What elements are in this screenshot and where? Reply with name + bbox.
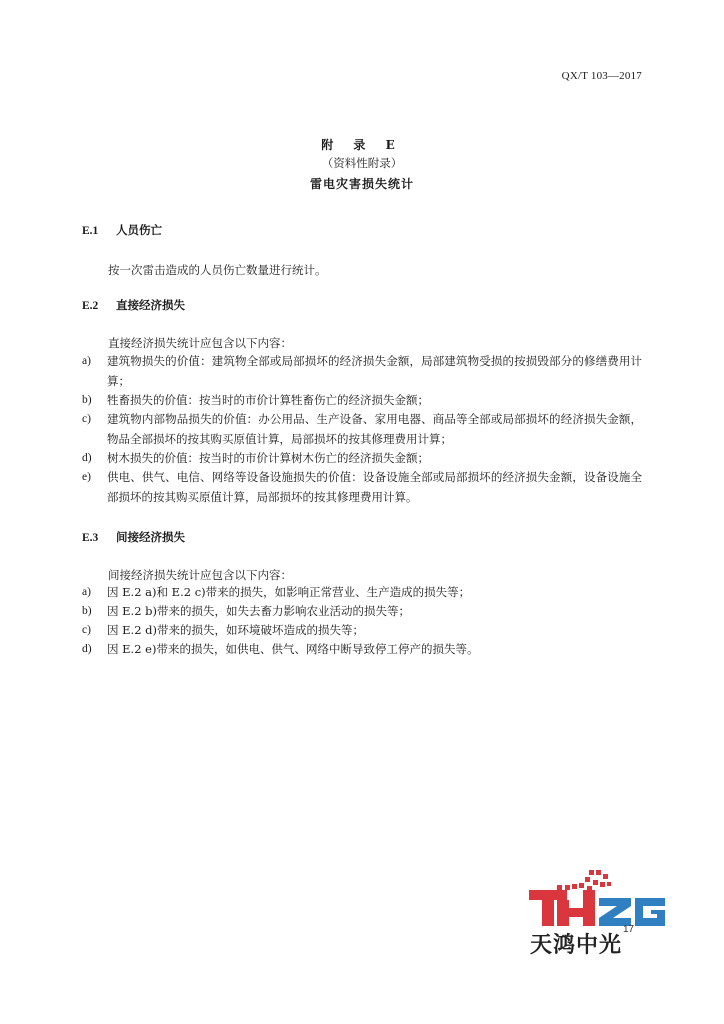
list-item [82, 449, 642, 469]
annex-kind: （资料性附录） [321, 156, 403, 170]
section-title: 间接经济损失 [116, 530, 185, 544]
list-item-label: b) [82, 394, 92, 406]
list-item [82, 621, 642, 641]
paragraph-e2-intro: 直接经济损失统计应包含以下内容： [108, 336, 292, 350]
list-item-text: 因 E.2 a)和 E.2 c)带来的损失，如影响正常营业、生产造成的损失等； [107, 585, 471, 599]
list-item-label: d) [82, 643, 92, 655]
list-item-text: 建筑物损失的价值：建筑物全部或局部损坏的经济损失金额，局部建筑物受损的按损毁部分的修缮费用计算； [107, 354, 642, 388]
page-number: 17 [623, 924, 635, 935]
list-item-label: c) [82, 413, 91, 425]
watermark-brand-name: 天鸿中光 [530, 933, 623, 958]
annex-name: 雷电灾害损失统计 [309, 177, 414, 191]
list-item-label: a) [82, 586, 91, 598]
list-item-text: 牲畜损失的价值：按当时的市价计算牲畜伤亡的经济损失金额； [107, 393, 429, 407]
list-item [82, 352, 642, 391]
list-item [82, 391, 642, 411]
annex-title: 附 录 E [321, 138, 403, 152]
list-item-text: 因 E.2 b)带来的损失，如失去畜力影响农业活动的损失等； [107, 604, 411, 618]
section-number: E.3 [82, 532, 99, 544]
section-number: E.1 [82, 225, 99, 237]
logo-letter-z [599, 898, 631, 926]
list-item [82, 410, 642, 449]
standard-code: QX/T 103—2017 [561, 70, 642, 82]
paragraph-e1: 按一次雷击造成的人员伤亡数量进行统计。 [108, 263, 327, 277]
list-item-text: 供电、供气、电信、网络等设备设施损失的价值：设备设施全部或局部损坏的经济损失金额，设备设施全部损坏的按其购买原值计算，局部损坏的按其修理费用计算。 [107, 470, 642, 504]
list-item [82, 468, 642, 507]
list-item-label: a) [82, 355, 91, 367]
section-title: 直接经济损失 [116, 298, 185, 312]
paragraph-e3-intro: 间接经济损失统计应包含以下内容： [108, 568, 292, 582]
section-heading-e2 [82, 297, 185, 313]
list-item [82, 640, 642, 660]
list-item-text: 建筑物内部物品损失的价值：办公用品、生产设备、家用电器、商品等全部或局部损坏的经济损失金额，物品全部损坏的按其购买原值计算，局部损坏的按其修理费用计算； [107, 412, 642, 446]
list-item [82, 583, 642, 603]
logo-pixels [557, 870, 611, 891]
list-item-label: c) [82, 624, 91, 636]
list-item-text: 因 E.2 d)带来的损失，如环境破坏造成的损失等； [107, 623, 365, 637]
list-item-text: 因 E.2 e)带来的损失，如供电、供气、网络中断导致停工停产的损失等。 [107, 642, 479, 656]
logo-letter-g [635, 898, 665, 926]
list-item [82, 602, 642, 622]
list-item-label: d) [82, 452, 92, 464]
list-item-label: b) [82, 605, 92, 617]
section-heading-e3 [82, 529, 185, 545]
list-item-text: 树木损失的价值：按当时的市价计算树木伤亡的经济损失金额； [107, 451, 429, 465]
section-heading-e1 [82, 222, 162, 238]
section-number: E.2 [82, 300, 99, 312]
list-item-label: e) [82, 471, 91, 483]
section-title: 人员伤亡 [116, 223, 162, 237]
